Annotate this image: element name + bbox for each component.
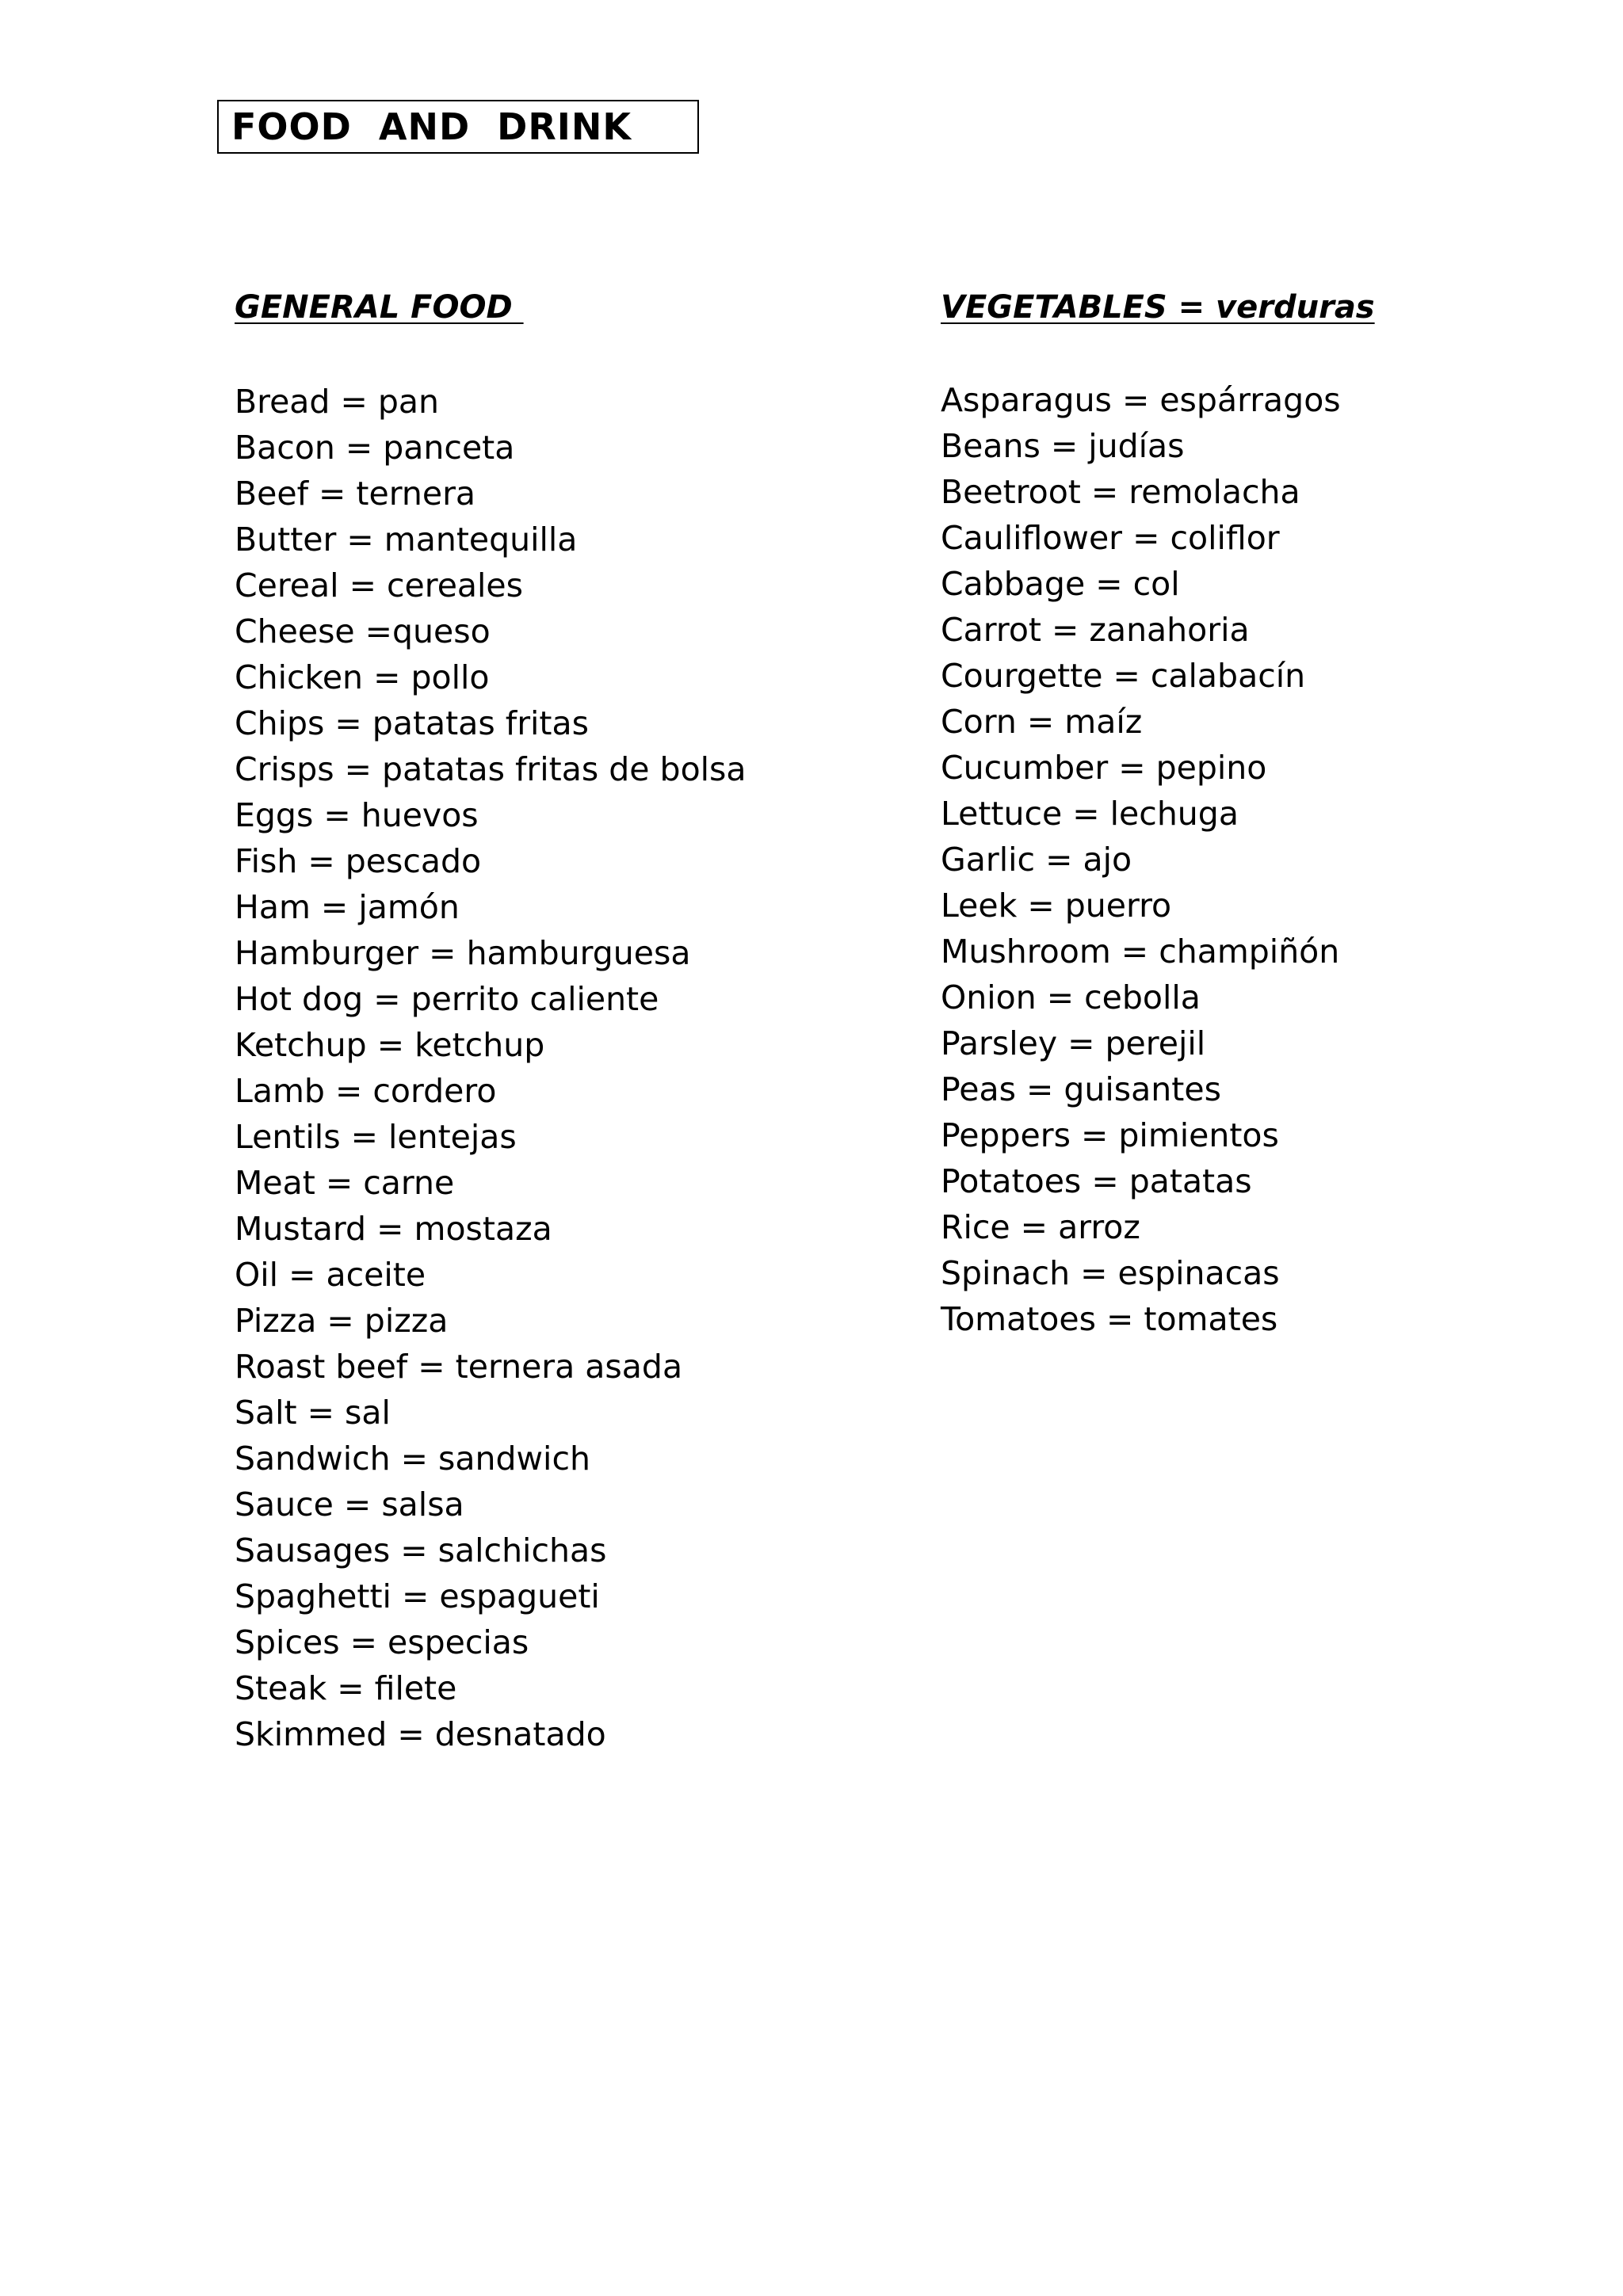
vocabulary-item: Tomatoes = tomates <box>941 1300 1278 1338</box>
vocabulary-item: Beans = judías <box>941 427 1185 465</box>
vocabulary-item: Sauce = salsa <box>235 1486 464 1524</box>
vocabulary-item: Leek = puerro <box>941 887 1172 925</box>
general-food-list <box>235 379 747 1757</box>
vocabulary-item: Roast beef = ternera asada <box>235 1348 683 1386</box>
vocabulary-item: Cereal = cereales <box>235 566 524 605</box>
vocabulary-item: Cauliflower = coliflor <box>941 519 1280 557</box>
vocabulary-item: Salt = sal <box>235 1394 391 1432</box>
vocabulary-item: Cheese =queso <box>235 612 491 650</box>
vocabulary-item: Pizza = pizza <box>235 1302 449 1340</box>
vocabulary-item: Hamburger = hamburguesa <box>235 934 691 972</box>
vocabulary-item: Chicken = pollo <box>235 658 490 696</box>
vocabulary-item: Meat = carne <box>235 1164 455 1202</box>
vocabulary-item: Cucumber = pepino <box>941 749 1267 787</box>
vocabulary-item: Eggs = huevos <box>235 796 479 834</box>
vocabulary-item: Parsley = perejil <box>941 1024 1206 1062</box>
vocabulary-item: Sandwich = sandwich <box>235 1440 590 1478</box>
section-heading-vegetables: VEGETABLES = verduras <box>941 289 1375 326</box>
vocabulary-item: Butter = mantequilla <box>235 521 578 559</box>
vocabulary-item: Potatoes = patatas <box>941 1162 1252 1200</box>
vocabulary-item: Cabbage = col <box>941 565 1180 603</box>
vocabulary-item: Oil = aceite <box>235 1256 426 1294</box>
page-title: FOOD AND DRINK <box>217 100 699 154</box>
vocabulary-item: Ham = jamón <box>235 888 460 926</box>
vocabulary-item: Sausages = salchichas <box>235 1531 607 1569</box>
vocabulary-item: Mushroom = champiñón <box>941 933 1340 971</box>
section-heading-general-food: GENERAL FOOD <box>235 289 524 326</box>
vocabulary-item: Rice = arroz <box>941 1208 1140 1246</box>
vocabulary-item: Fish = pescado <box>235 842 482 880</box>
vocabulary-item: Peppers = pimientos <box>941 1116 1279 1154</box>
vocabulary-item: Steak = filete <box>235 1669 457 1707</box>
vocabulary-item: Courgette = calabacín <box>941 657 1306 695</box>
vocabulary-item: Beetroot = remolacha <box>941 473 1300 511</box>
vocabulary-item: Hot dog = perrito caliente <box>235 980 659 1018</box>
vocabulary-item: Lamb = cordero <box>235 1072 497 1110</box>
vocabulary-item: Bread = pan <box>235 383 440 421</box>
vocabulary-item: Onion = cebolla <box>941 978 1201 1016</box>
vegetables-list <box>941 377 1341 1342</box>
vocabulary-item: Lettuce = lechuga <box>941 795 1239 833</box>
vocabulary-item: Beef = ternera <box>235 475 476 513</box>
vocabulary-item: Spinach = espinacas <box>941 1254 1280 1292</box>
vocabulary-item: Skimmed = desnatado <box>235 1715 606 1753</box>
vocabulary-item: Peas = guisantes <box>941 1070 1221 1108</box>
vocabulary-item: Garlic = ajo <box>941 841 1132 879</box>
vocabulary-item: Asparagus = espárragos <box>941 381 1341 419</box>
vocabulary-item: Spices = especias <box>235 1623 529 1661</box>
vocabulary-item: Bacon = panceta <box>235 429 515 467</box>
vocabulary-item: Lentils = lentejas <box>235 1118 517 1156</box>
vocabulary-item: Corn = maíz <box>941 703 1143 741</box>
vocabulary-item: Chips = patatas fritas <box>235 704 589 742</box>
vocabulary-item: Carrot = zanahoria <box>941 611 1250 649</box>
vocabulary-item: Mustard = mostaza <box>235 1210 552 1248</box>
vocabulary-item: Crisps = patatas fritas de bolsa <box>235 750 747 788</box>
vocabulary-item: Spaghetti = espagueti <box>235 1577 600 1615</box>
vocabulary-item: Ketchup = ketchup <box>235 1026 545 1064</box>
